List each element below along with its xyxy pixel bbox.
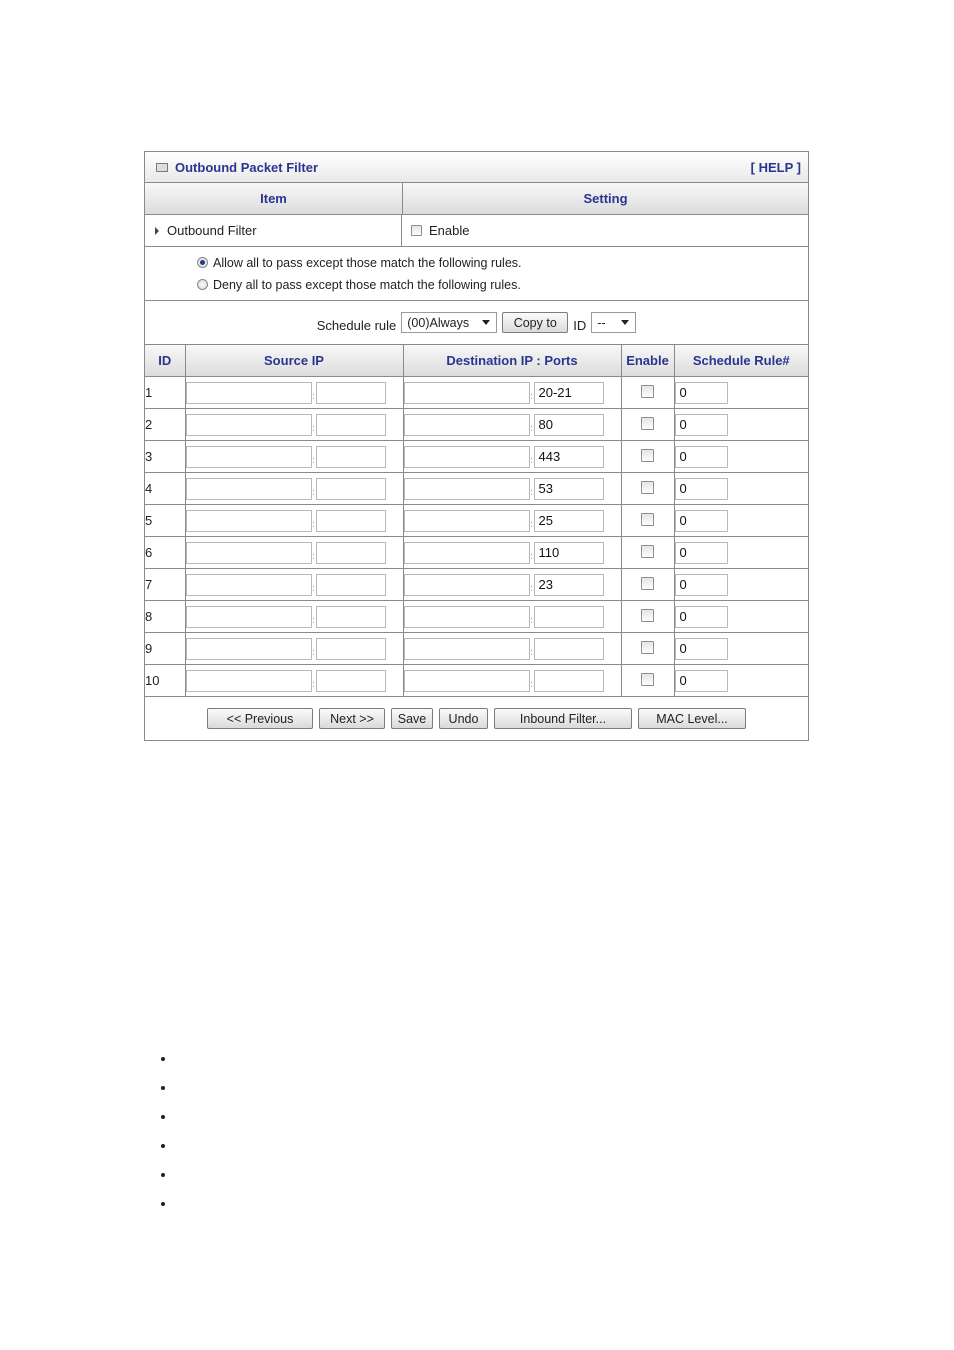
destination-port-input[interactable] [534, 670, 604, 692]
setting-column-header: Setting [583, 191, 628, 206]
rule-enable-checkbox[interactable] [641, 545, 654, 558]
table-row: 9 : : 0 [145, 633, 808, 665]
rule-id: 4 [145, 473, 185, 505]
outbound-filter-enable-checkbox[interactable] [411, 225, 422, 236]
copy-id-select[interactable]: -- [591, 312, 636, 333]
item-column-header: Item [145, 183, 403, 214]
save-button[interactable]: Save [391, 708, 433, 729]
enable-label: Enable [429, 223, 470, 238]
chevron-down-icon [621, 320, 629, 325]
schedule-rule-input[interactable]: 0 [675, 574, 728, 596]
panel-title-bar [145, 152, 808, 183]
table-row: 3 : : 443 0 [145, 441, 808, 473]
destination-ip-input[interactable] [404, 510, 530, 532]
destination-ip-input[interactable] [404, 478, 530, 500]
rule-enable-checkbox[interactable] [641, 513, 654, 526]
source-ip-input[interactable] [186, 638, 312, 660]
source-port-input[interactable] [316, 510, 386, 532]
help-link[interactable]: [ HELP ] [750, 159, 801, 175]
source-ip-input[interactable] [186, 382, 312, 404]
outbound-filter-row [145, 215, 808, 247]
table-row: 1 : : 20-21 0 [145, 377, 808, 409]
source-port-input[interactable] [316, 414, 386, 436]
destination-ip-input[interactable] [404, 606, 530, 628]
copy-to-button[interactable]: Copy to [502, 312, 568, 333]
action-buttons [145, 697, 808, 740]
source-ip-input[interactable] [186, 510, 312, 532]
deny-all-option[interactable] [197, 278, 808, 292]
schedule-column-header: Schedule Rule# [674, 345, 808, 377]
rule-enable-checkbox[interactable] [641, 481, 654, 494]
destination-port-input[interactable]: 23 [534, 574, 604, 596]
source-ip-input[interactable] [186, 606, 312, 628]
next-button[interactable]: Next >> [319, 708, 385, 729]
source-ip-input[interactable] [186, 670, 312, 692]
outbound-filter-label: Outbound Filter [167, 223, 257, 238]
rule-enable-checkbox[interactable] [641, 641, 654, 654]
table-row: 6 : : 110 0 [145, 537, 808, 569]
outbound-packet-filter-panel [144, 151, 809, 741]
id-label: ID [573, 318, 587, 333]
table-row: 8 : : 0 [145, 601, 808, 633]
source-ip-input[interactable] [186, 574, 312, 596]
table-row: 10 : : 0 [145, 665, 808, 697]
rule-id: 10 [145, 665, 185, 697]
rule-enable-checkbox[interactable] [641, 417, 654, 430]
mac-level-button[interactable]: MAC Level... [638, 708, 746, 729]
triangle-right-icon [155, 227, 159, 235]
rules-table-body [145, 377, 808, 697]
rule-id: 8 [145, 601, 185, 633]
deny-all-radio[interactable] [197, 279, 208, 290]
table-row: 5 : : 25 0 [145, 505, 808, 537]
destination-ip-input[interactable] [404, 382, 530, 404]
rule-enable-checkbox[interactable] [641, 577, 654, 590]
rule-enable-checkbox[interactable] [641, 673, 654, 686]
schedule-rule-input[interactable]: 0 [675, 542, 728, 564]
schedule-rule-input[interactable]: 0 [675, 510, 728, 532]
rules-table-header [145, 345, 808, 377]
schedule-rule-input[interactable]: 0 [675, 638, 728, 660]
bullet-list [158, 1050, 176, 1224]
rule-enable-checkbox[interactable] [641, 609, 654, 622]
destination-port-input[interactable]: 80 [534, 414, 604, 436]
destination-ip-input[interactable] [404, 414, 530, 436]
rule-id: 6 [145, 537, 185, 569]
destination-port-input[interactable]: 443 [534, 446, 604, 468]
destination-column-header: Destination IP : Ports [403, 345, 621, 377]
destination-port-input[interactable] [534, 638, 604, 660]
rules-table [145, 345, 808, 697]
rule-enable-checkbox[interactable] [641, 449, 654, 462]
panel-title: Outbound Packet Filter [175, 159, 319, 175]
rule-id: 5 [145, 505, 185, 537]
id-column-header: ID [145, 345, 185, 377]
schedule-rule-row [145, 301, 808, 345]
source-port-input[interactable] [316, 382, 386, 404]
schedule-rule-input[interactable]: 0 [675, 382, 728, 404]
schedule-rule-input[interactable]: 0 [675, 478, 728, 500]
schedule-rule-input[interactable]: 0 [675, 414, 728, 436]
destination-port-input[interactable]: 25 [534, 510, 604, 532]
window-icon [156, 163, 168, 172]
source-port-input[interactable] [316, 446, 386, 468]
rule-id: 9 [145, 633, 185, 665]
source-ip-input[interactable] [186, 446, 312, 468]
schedule-rule-input[interactable]: 0 [675, 446, 728, 468]
destination-port-input[interactable]: 53 [534, 478, 604, 500]
source-port-input[interactable] [316, 606, 386, 628]
table-row: 7 : : 23 0 [145, 569, 808, 601]
undo-button[interactable]: Undo [439, 708, 488, 729]
chevron-down-icon [482, 320, 490, 325]
policy-radio-group [145, 247, 808, 301]
allow-all-option[interactable] [197, 256, 808, 270]
source-port-input[interactable] [316, 638, 386, 660]
destination-ip-input[interactable] [404, 446, 530, 468]
source-port-input[interactable] [316, 574, 386, 596]
source-ip-column-header: Source IP [185, 345, 403, 377]
rule-id: 2 [145, 409, 185, 441]
source-port-input[interactable] [316, 478, 386, 500]
table-row: 2 : : 80 0 [145, 409, 808, 441]
destination-port-input[interactable] [534, 606, 604, 628]
schedule-rule-input[interactable]: 0 [675, 606, 728, 628]
source-port-input[interactable] [316, 670, 386, 692]
source-ip-input[interactable] [186, 478, 312, 500]
destination-ip-input[interactable] [404, 638, 530, 660]
destination-port-input[interactable]: 20-21 [534, 382, 604, 404]
schedule-rule-label: Schedule rule [316, 318, 397, 333]
schedule-rule-input[interactable]: 0 [675, 670, 728, 692]
rule-id: 3 [145, 441, 185, 473]
table-row: 4 : : 53 0 [145, 473, 808, 505]
enable-column-header: Enable [621, 345, 674, 377]
item-setting-header [145, 183, 808, 215]
rule-id: 7 [145, 569, 185, 601]
inbound-filter-button[interactable]: Inbound Filter... [494, 708, 632, 729]
allow-all-label: Allow all to pass except those match the following rules. [213, 255, 522, 270]
source-port-input[interactable] [316, 542, 386, 564]
rule-id: 1 [145, 377, 185, 409]
deny-all-label: Deny all to pass except those match the following rules. [213, 277, 521, 292]
destination-ip-input[interactable] [404, 542, 530, 564]
previous-button[interactable]: << Previous [207, 708, 313, 729]
rule-enable-checkbox[interactable] [641, 385, 654, 398]
source-ip-input[interactable] [186, 414, 312, 436]
destination-ip-input[interactable] [404, 670, 530, 692]
destination-port-input[interactable]: 110 [534, 542, 604, 564]
schedule-rule-select[interactable]: (00)Always [401, 312, 497, 333]
destination-ip-input[interactable] [404, 574, 530, 596]
source-ip-input[interactable] [186, 542, 312, 564]
allow-all-radio[interactable] [197, 257, 208, 268]
